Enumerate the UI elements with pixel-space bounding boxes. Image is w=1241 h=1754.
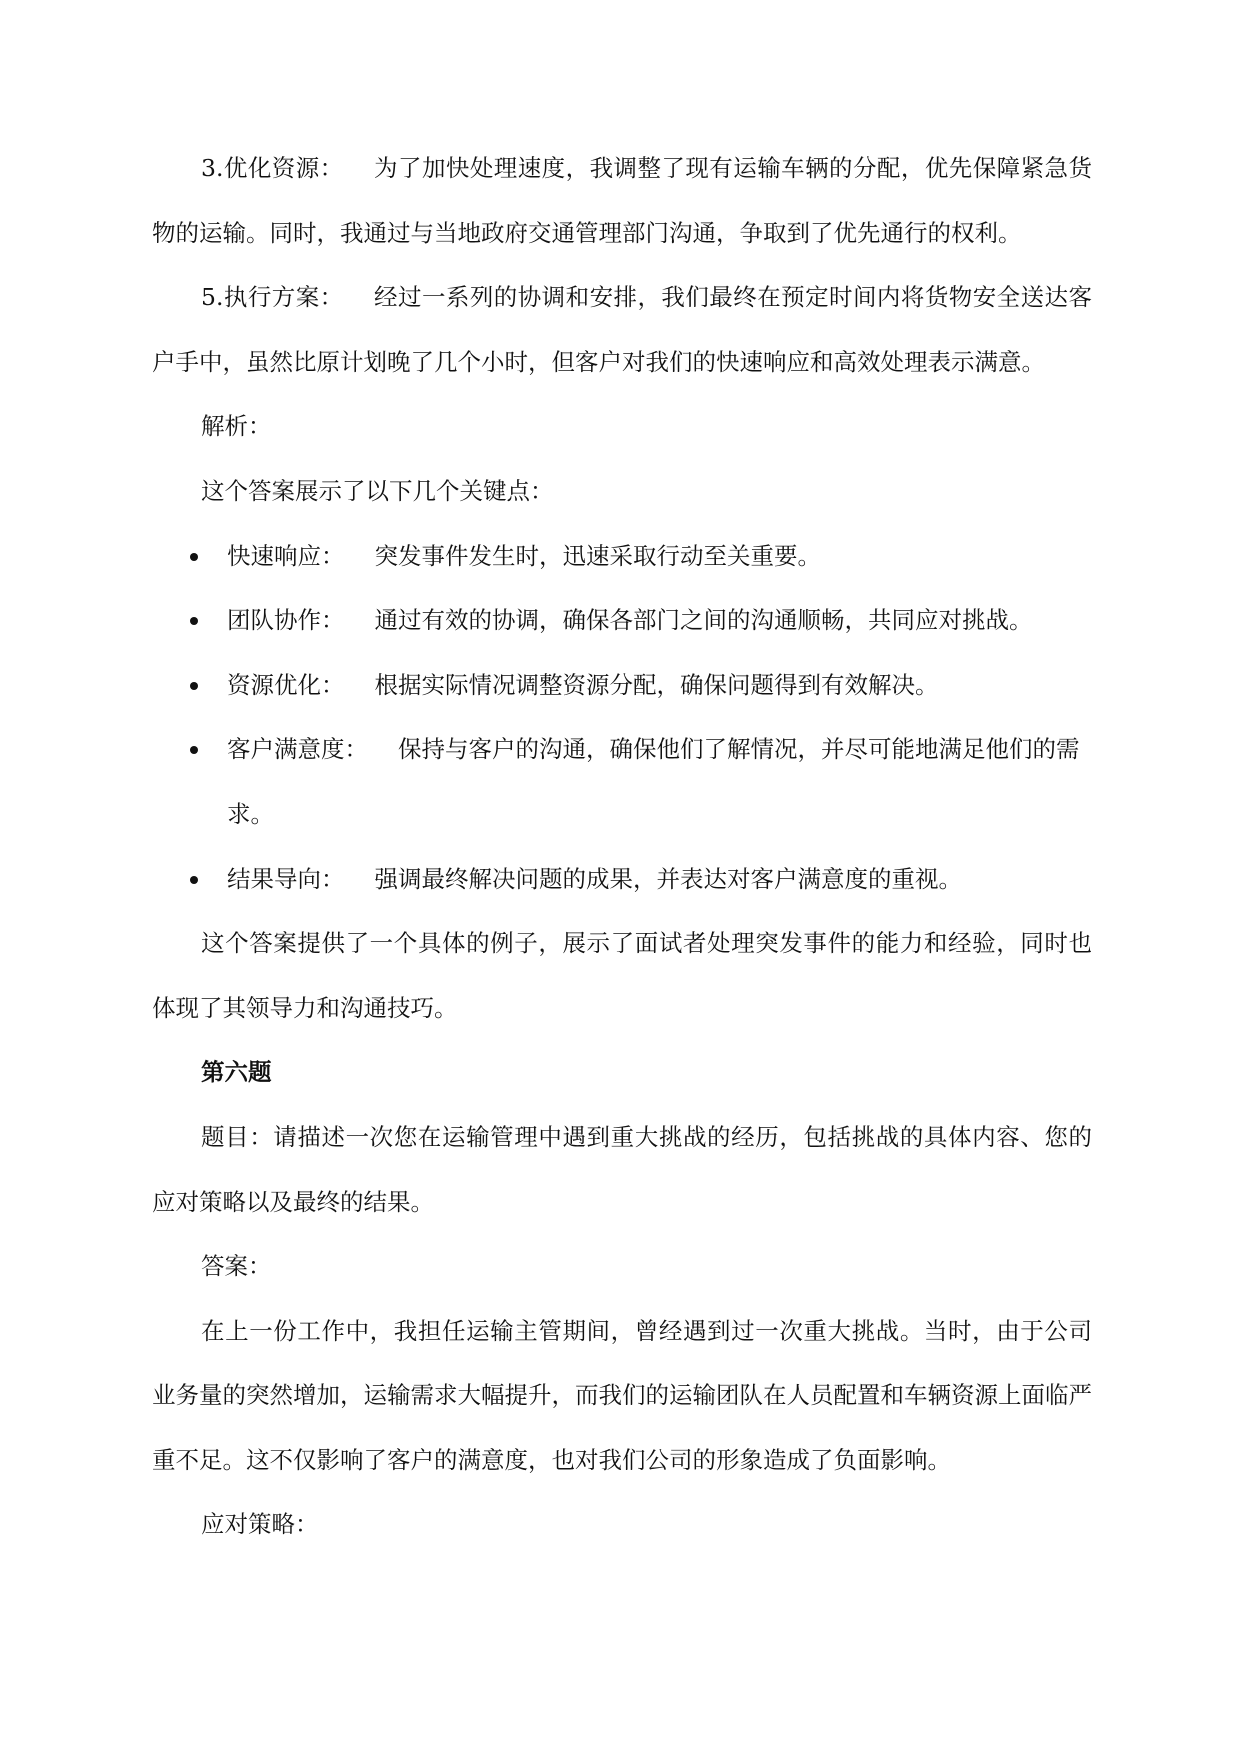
item-3-text: 为了加快处理速度，我调整了现有运输车辆的分配，优先保障紧急货物的运输。同时，我通过与当地政府交通管理部门沟通，争取到了优先通行的权利。: [152, 154, 1093, 247]
key-point-term: 结果导向：: [227, 864, 345, 893]
key-point-term: 客户满意度：: [227, 735, 368, 764]
paragraph-item-3: [152, 136, 1092, 265]
item-5-label: 5.执行方案：: [201, 283, 344, 312]
section-heading: 第六题: [201, 1058, 272, 1087]
key-point-desc: 保持与客户的沟通，确保他们了解情况，并尽可能地满足他们的需求。: [227, 735, 1080, 828]
document-body: [152, 136, 1092, 1557]
key-point-desc: 通过有效的协调，确保各部门之间的沟通顺畅，共同应对挑战。: [374, 606, 1033, 635]
key-point-desc: 突发事件发生时，迅速采取行动至关重要。: [374, 541, 821, 570]
item-5-text: 经过一系列的协调和安排，我们最终在预定时间内将货物安全送达客户手中，虽然比原计划晚了几个小时，但客户对我们的快速响应和高效处理表示满意。: [152, 283, 1093, 376]
bullet-icon: [190, 553, 198, 561]
list-item: [152, 717, 1092, 846]
analysis-label: 解析：: [201, 412, 272, 441]
key-points-intro: 这个答案展示了以下几个关键点：: [201, 476, 554, 505]
answer-label: 答案：: [201, 1252, 272, 1281]
question-paragraph: 题目：请描述一次您在运输管理中遇到重大挑战的经历，包括挑战的具体内容、您的应对策略以及最终的结果。: [152, 1122, 1092, 1216]
key-point-desc: 根据实际情况调整资源分配，确保问题得到有效解决。: [374, 670, 939, 699]
key-point-term: 团队协作：: [227, 606, 345, 635]
list-item: [152, 847, 1092, 912]
strategy-label: 应对策略：: [201, 1510, 319, 1539]
key-point-desc: 强调最终解决问题的成果，并表达对客户满意度的重视。: [374, 864, 962, 893]
item-3-label: 3.优化资源：: [201, 154, 344, 182]
bullet-icon: [190, 876, 198, 884]
key-point-term: 资源优化：: [227, 670, 345, 699]
list-item: [152, 653, 1092, 718]
bullet-icon: [190, 746, 198, 754]
bullet-icon: [190, 682, 198, 690]
key-point-term: 快速响应：: [227, 541, 345, 570]
paragraph-item-5: [152, 265, 1092, 394]
answer-paragraph: 在上一份工作中，我担任运输主管期间，曾经遇到过一次重大挑战。当时，由于公司业务量的突然增加，运输需求大幅提升，而我们的运输团队在人员配置和车辆资源上面临严重不足。这不仅影响了客户的满意度，也对我们公司的形象造成了负面影响。: [152, 1316, 1092, 1474]
list-item: [152, 524, 1092, 589]
list-item: [152, 588, 1092, 653]
key-points-list: [152, 524, 1092, 912]
summary-paragraph: 这个答案提供了一个具体的例子，展示了面试者处理突发事件的能力和经验，同时也体现了其领导力和沟通技巧。: [152, 929, 1092, 1022]
bullet-icon: [190, 617, 198, 625]
